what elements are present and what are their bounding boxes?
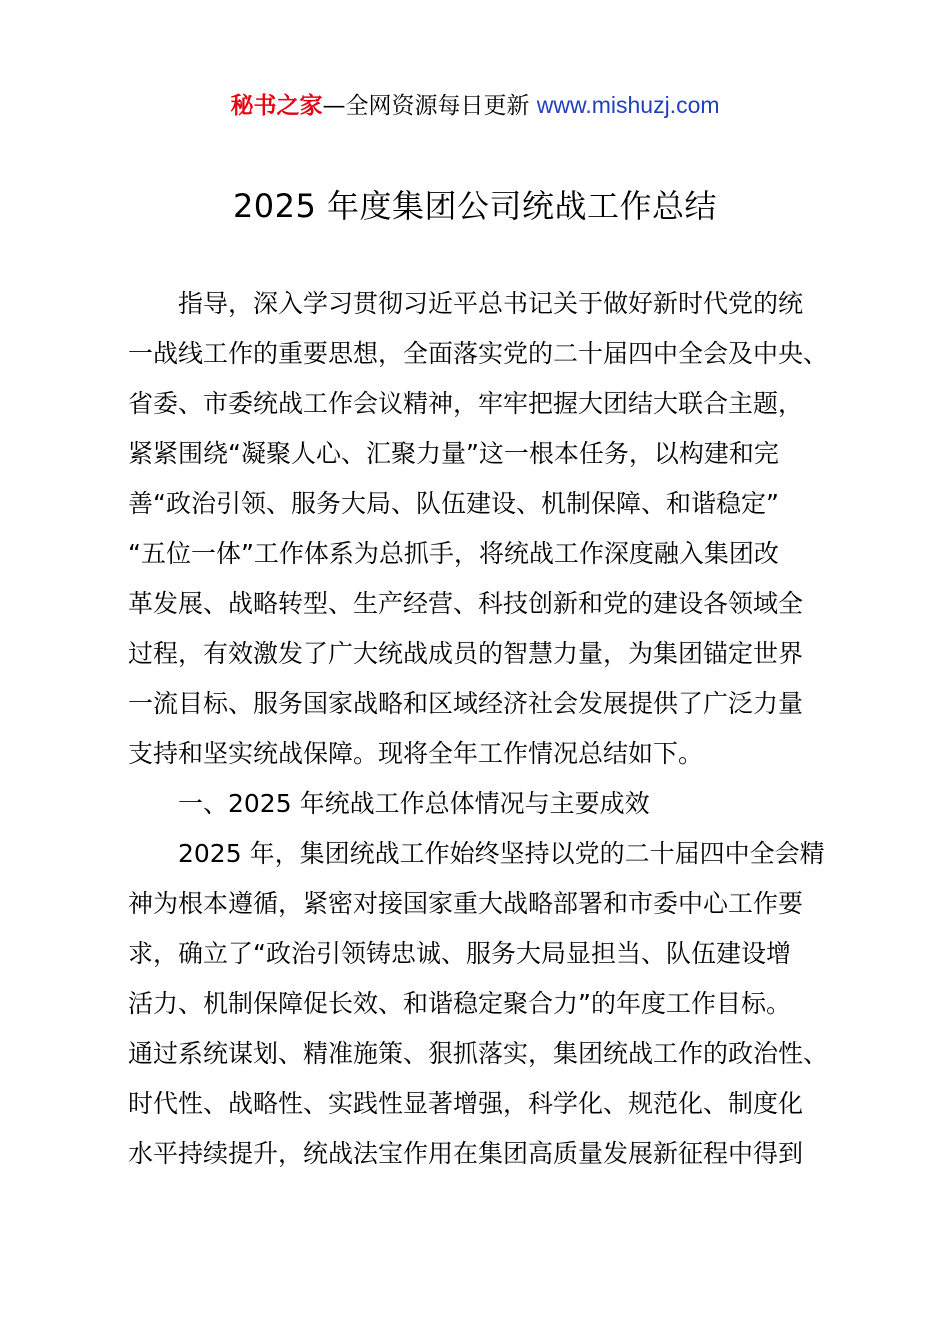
paragraph-line: “五位一体”工作体系为总抓手，将统战工作深度融入集团改 — [128, 539, 779, 568]
paragraph-line: 善“政治引领、服务大局、队伍建设、机制保障、和谐稳定” — [128, 489, 779, 518]
paragraph-line: 革发展、战略转型、生产经营、科技创新和党的建设各领域全 — [128, 589, 804, 618]
section-heading: 一、2025 年统战工作总体情况与主要成效 — [178, 789, 650, 818]
document-title: 2025 年度集团公司统战工作总结 — [232, 187, 718, 225]
paragraph-line: 一流目标、服务国家战略和区域经济社会发展提供了广泛力量 — [128, 689, 804, 718]
paragraph-line: 过程，有效激发了广大统战成员的智慧力量，为集团锚定世界 — [128, 639, 804, 668]
site-brand: 秘书之家 — [230, 93, 323, 119]
paragraph-line: 紧紧围绕“凝聚人心、汇聚力量”这一根本任务，以构建和完 — [128, 439, 779, 468]
document-body — [128, 279, 838, 1179]
paragraph-line: 一战线工作的重要思想，全面落实党的二十届四中全会及中央、 — [128, 339, 829, 368]
paragraph-line: 省委、市委统战工作会议精神，牢牢把握大团结大联合主题， — [128, 389, 804, 418]
paragraph-line: 指导，深入学习贯彻习近平总书记关于做好新时代党的统 — [178, 289, 804, 318]
paragraph-line: 求，确立了“政治引领铸忠诚、服务大局显担当、队伍建设增 — [128, 939, 791, 968]
paragraph-line: 神为根本遵循，紧密对接国家重大战略部署和市委中心工作要 — [128, 889, 804, 918]
site-header — [0, 88, 950, 123]
paragraph-line: 2025 年，集团统战工作始终坚持以党的二十届四中全会精 — [178, 839, 825, 868]
paragraph-line: 活力、机制保障促长效、和谐稳定聚合力”的年度工作目标。 — [128, 989, 791, 1018]
paragraph-line: 通过系统谋划、精准施策、狠抓落实，集团统战工作的政治性、 — [128, 1039, 829, 1068]
paragraph-line: 支持和坚实统战保障。现将全年工作情况总结如下。 — [128, 739, 704, 768]
site-url: www.mishuzj.com — [536, 92, 720, 118]
paragraph-line: 水平持续提升，统战法宝作用在集团高质量发展新征程中得到 — [128, 1139, 804, 1168]
site-tagline: —全网资源每日更新 — [322, 93, 537, 119]
paragraph-line: 时代性、战略性、实践性显著增强，科学化、规范化、制度化 — [128, 1089, 804, 1118]
